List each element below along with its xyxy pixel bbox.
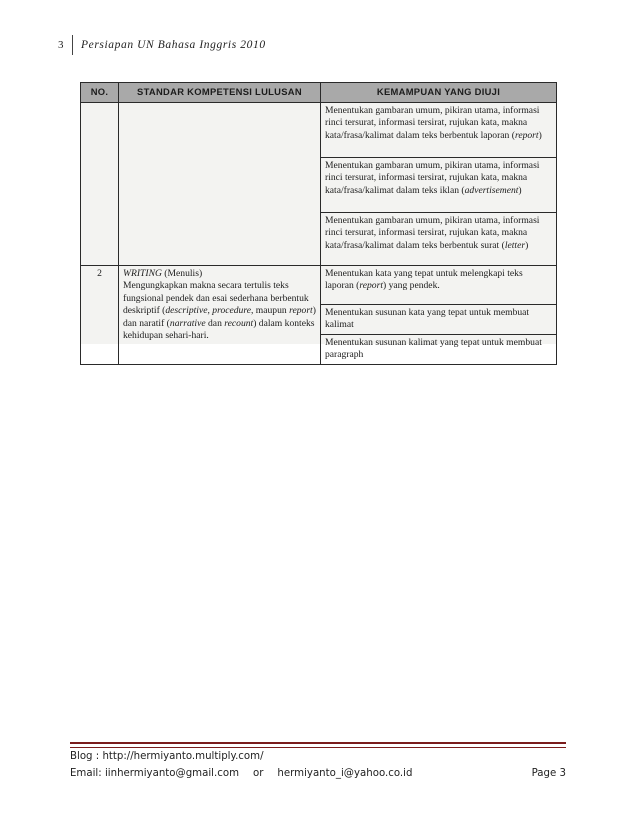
header-no: NO. [81,83,119,103]
email-link-2[interactable]: hermiyanto_i@yahoo.co.id [277,768,413,779]
document-title: Persiapan UN Bahasa Inggris 2010 [81,39,266,51]
ability-text: ) [525,239,529,251]
table-row [81,103,557,158]
page-footer [70,748,566,782]
ability-text: Menentukan susunan kata yang tepat untuk membuat kalimat [325,307,530,331]
header-standard: STANDAR KOMPETENSI LULUSAN [119,83,321,103]
standard-term: narrative [169,317,206,329]
standard-text: ) dalam konteks kehidupan sehari-hari. [123,317,315,342]
blog-label: Blog [70,751,93,762]
table-row [81,266,557,305]
ability-text: Menentukan gambaran umum, pikiran utama, informasi rinci tersurat, informasi tersirat, rujukan kata, makna kata/frasa/kalimat dalam teks iklan ( [325,160,540,196]
standard-cell [119,266,321,365]
or-text: or [253,768,264,779]
standard-text: , [207,305,213,317]
footer-blog-line [70,748,566,765]
standard-term: procedure [212,305,251,317]
ability-term: report [359,280,384,292]
ability-cell [321,305,557,335]
ability-term: advertisement [464,184,519,196]
ability-text: Menentukan gambaran umum, pikiran utama, informasi rinci tersurat, informasi tersirat, rujukan kata, makna kata/frasa/kalimat dalam teks berbentuk surat ( [325,215,540,251]
ability-cell [321,158,557,213]
standard-text: Mengungkapkan makna secara tertulis teks fungsional pendek dan esai sederhana berbentuk deskriptif ( [123,280,309,317]
ability-cell [321,334,557,364]
ability-text: Menentukan gambaran umum, pikiran utama, informasi rinci tersurat, informasi tersirat, rujukan kata, makna kata/frasa/kalimat dalam teks berbentuk laporan ( [325,105,540,141]
standard-text: dan [205,317,225,329]
ability-text: ) [538,129,542,141]
competency-table [80,82,557,365]
row-number: 2 [81,266,119,365]
ability-text: ) yang pendek. [383,280,440,292]
skill-name: WRITING [123,268,162,279]
skill-translation: (Menulis) [161,268,203,279]
standard-term: recount [224,317,254,329]
page-header [58,34,266,56]
standard-cell [119,103,321,266]
footer-page-number: Page 3 [531,768,566,779]
standard-text: , maupun [250,305,290,317]
standard-text: ) dan naratif ( [123,305,316,329]
ability-cell [321,266,557,305]
row-number [81,103,119,266]
email-link-1[interactable]: iinhermiyanto@gmail.com [104,768,239,779]
ability-cell [321,213,557,266]
email-label: Email: [70,768,102,779]
ability-term: letter [504,239,526,251]
standard-term: descriptive [165,305,208,317]
header-divider [72,35,73,55]
footer-email-line [70,765,566,782]
header-page-number: 3 [58,39,64,51]
ability-cell [321,103,557,158]
ability-text: Menentukan kata yang tepat untuk melengkapi teks laporan ( [325,268,523,292]
blog-url[interactable]: : http://hermiyanto.multiply.com/ [95,751,264,762]
ability-text: Menentukan susunan kalimat yang tepat untuk membuat paragraph [325,336,542,361]
header-ability: KEMAMPUAN YANG DIUJI [321,83,557,103]
table-header-row [81,83,557,103]
ability-text: ) [518,184,522,196]
standard-term: report [289,305,313,317]
ability-term: report [514,129,539,141]
